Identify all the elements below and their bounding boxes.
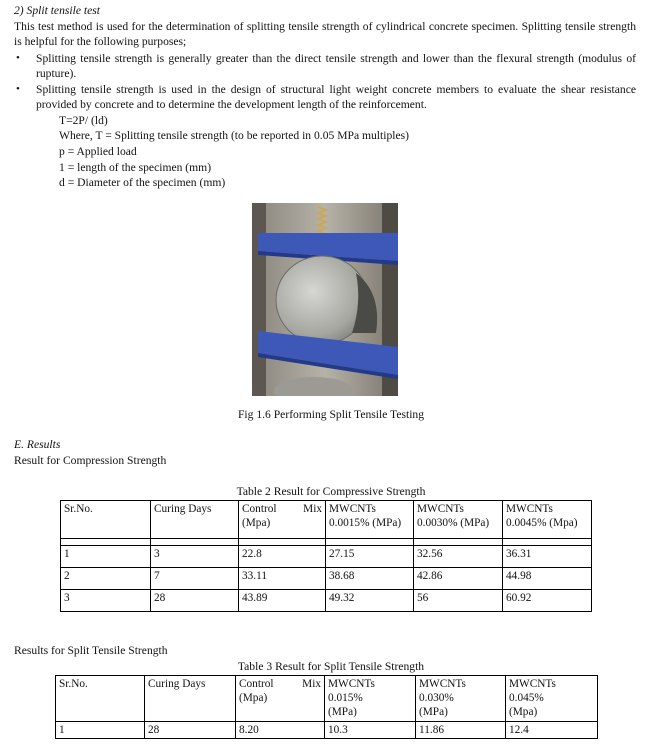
table-header-cell: Curing Days: [151, 501, 239, 539]
bullet-text: Splitting tensile strength is used in the design of structural light weight concrete members to evaluate the shear resistance provided by concrete and to determine the development length of the reinforcement.: [36, 83, 636, 112]
table-cell: 11.86: [416, 722, 506, 739]
table-header-cell: MWCNTs 0.015% (MPa): [325, 676, 416, 722]
table-header-cell: MWCNTs 0.0030% (MPa): [414, 501, 503, 539]
table-header-cell: Control Mix (Mpa): [236, 676, 325, 722]
formula-line: d = Diameter of the specimen (mm): [59, 176, 226, 189]
table-header-row: [56, 676, 598, 722]
table-cell: 12.4: [506, 722, 598, 739]
bullet-text: Splitting tensile strength is generally greater than the direct tensile strength and lower than the flexural strength (modulus of rupture).: [36, 52, 636, 81]
table-header-row: [61, 501, 592, 539]
table-cell: 7: [151, 568, 239, 590]
split-tensile-test-photo: [252, 203, 398, 396]
table-cell: 27.15: [326, 546, 414, 568]
table-cell: 33.11: [239, 568, 326, 590]
table-header-cell: Sr.No.: [61, 501, 151, 539]
table-cell: 1: [56, 722, 145, 739]
formula-line: Where, T = Splitting tensile strength (to be reported in 0.05 MPa multiples): [59, 129, 410, 142]
table-cell: 49.32: [326, 590, 414, 612]
table-cell: 10.3: [325, 722, 416, 739]
table-cell: 36.31: [503, 546, 592, 568]
table-cell: 32.56: [414, 546, 503, 568]
table-cell: 38.68: [326, 568, 414, 590]
table-cell: 60.92: [503, 590, 592, 612]
table-header-cell: Curing Days: [145, 676, 236, 722]
bullet-glyph: •: [16, 52, 20, 64]
bullet-item: [14, 82, 636, 114]
table3-caption: Table 3 Result for Split Tensile Strength: [237, 660, 425, 673]
bullet-item: [14, 51, 636, 83]
formula-line: T=2P/ (ld): [59, 114, 108, 127]
table-row: [56, 722, 598, 739]
table-cell: 56: [414, 590, 503, 612]
split-tensile-table: [55, 675, 598, 739]
figure-caption: Fig 1.6 Performing Split Tensile Testing: [237, 408, 425, 421]
compressive-strength-table: [60, 500, 592, 612]
table-row: [61, 590, 592, 612]
table-cell: 3: [151, 546, 239, 568]
table-cell: 3: [61, 590, 151, 612]
table2-caption: Table 2 Result for Compressive Strength: [236, 485, 426, 498]
table-cell: 42.86: [414, 568, 503, 590]
table-cell: 22.8: [239, 546, 326, 568]
bullet-glyph: •: [16, 83, 20, 95]
formula-line: p = Applied load: [59, 145, 137, 158]
table-cell: 1: [61, 546, 151, 568]
table-row: [61, 568, 592, 590]
table-cell: 28: [151, 590, 239, 612]
table-header-cell: Sr.No.: [56, 676, 145, 722]
section-heading: 2) Split tensile test: [14, 4, 100, 17]
table-row: [61, 546, 592, 568]
results-heading: E. Results: [14, 438, 61, 451]
split-results-heading: Results for Split Tensile Strength: [14, 644, 168, 657]
table-cell: 8.20: [236, 722, 325, 739]
table-header-cell: MWCNTs 0.0045% (Mpa): [503, 501, 592, 539]
table-cell: 43.89: [239, 590, 326, 612]
table-header-cell: MWCNTs 0.030% (MPa): [416, 676, 506, 722]
table-header-cell: MWCNTs 0.045% (Mpa): [506, 676, 598, 722]
intro-paragraph: This test method is used for the determination of splitting tensile strength of cylindrical concrete specimen. Splitting tensile strength is helpful for the following purposes;: [14, 20, 636, 49]
table-cell: 28: [145, 722, 236, 739]
table-spacer-row: [61, 539, 592, 546]
table-cell: 2: [61, 568, 151, 590]
table-header-cell: MWCNTs 0.0015% (MPa): [326, 501, 414, 539]
formula-line: 1 = length of the specimen (mm): [59, 161, 212, 174]
compression-results-heading: Result for Compression Strength: [14, 454, 167, 467]
table-cell: 44.98: [503, 568, 592, 590]
table-header-cell: Control Mix (Mpa): [239, 501, 326, 539]
